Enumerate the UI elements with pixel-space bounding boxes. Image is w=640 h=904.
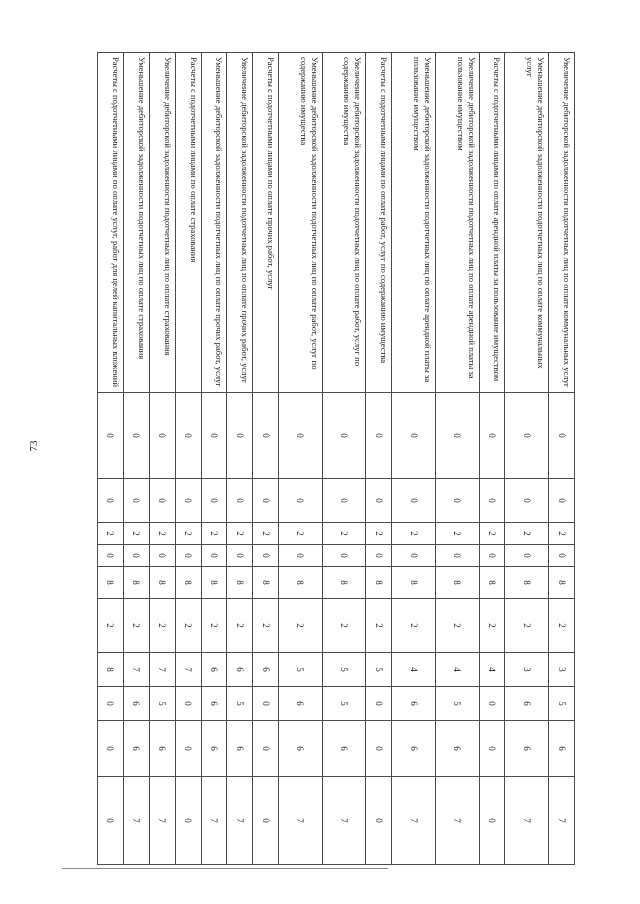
- code-cell: 0: [322, 393, 366, 479]
- code-cell: 0: [435, 545, 479, 567]
- table-row: [279, 53, 323, 865]
- code-cell: 0: [175, 721, 201, 777]
- code-cell: 8: [479, 567, 505, 599]
- row-description: Увеличение дебиторской задолженности подотчетных лиц по оплате прочих работ, услуг: [227, 53, 253, 393]
- code-cell: 8: [253, 567, 279, 599]
- code-cell: 6: [123, 687, 149, 721]
- code-cell: 0: [366, 777, 392, 865]
- code-cell: 2: [392, 599, 436, 653]
- code-cell: 3: [505, 653, 549, 687]
- code-cell: 7: [123, 777, 149, 865]
- code-cell: 6: [505, 721, 549, 777]
- row-description: Расчеты с подотчетными лицами по оплате арендной платы за пользование имуществом: [479, 53, 505, 393]
- code-cell: 0: [366, 545, 392, 567]
- table-row: [392, 53, 436, 865]
- code-cell: 0: [227, 393, 253, 479]
- code-cell: 8: [392, 567, 436, 599]
- code-cell: 2: [549, 599, 575, 653]
- code-cell: 2: [279, 599, 323, 653]
- code-cell: 6: [149, 721, 175, 777]
- code-cell: 7: [435, 777, 479, 865]
- code-cell: 7: [279, 777, 323, 865]
- code-cell: 2: [253, 599, 279, 653]
- code-cell: 6: [201, 653, 227, 687]
- code-cell: 0: [479, 777, 505, 865]
- code-cell: 0: [366, 393, 392, 479]
- code-cell: 8: [98, 567, 124, 599]
- page-number: 73: [28, 440, 40, 452]
- code-cell: 0: [479, 687, 505, 721]
- code-cell: 2: [175, 523, 201, 545]
- row-description: Уменьшение дебиторской задолженности подотчетных лиц по оплате страхования: [123, 53, 149, 393]
- code-cell: 6: [549, 721, 575, 777]
- table-row: [175, 53, 201, 865]
- code-cell: 7: [549, 777, 575, 865]
- code-cell: 0: [175, 687, 201, 721]
- table-row: [149, 53, 175, 865]
- code-cell: 8: [279, 567, 323, 599]
- table-body: [98, 53, 575, 865]
- code-cell: 2: [149, 523, 175, 545]
- code-cell: 0: [366, 479, 392, 523]
- row-description: Увеличение дебиторской задолженности подотчетных лиц по оплате арендной платы за пользование имуществом: [435, 53, 479, 393]
- code-cell: 2: [322, 599, 366, 653]
- code-cell: 5: [227, 687, 253, 721]
- code-cell: 2: [175, 599, 201, 653]
- code-cell: 0: [123, 479, 149, 523]
- code-cell: 6: [123, 721, 149, 777]
- code-cell: 8: [98, 653, 124, 687]
- table-row: [435, 53, 479, 865]
- table-row: [505, 53, 549, 865]
- code-cell: 0: [392, 545, 436, 567]
- code-cell: 0: [253, 393, 279, 479]
- code-cell: 6: [435, 721, 479, 777]
- code-cell: 7: [322, 777, 366, 865]
- code-cell: 2: [227, 599, 253, 653]
- code-cell: 7: [505, 777, 549, 865]
- code-cell: 0: [253, 687, 279, 721]
- code-cell: 0: [253, 721, 279, 777]
- code-cell: 2: [227, 523, 253, 545]
- code-cell: 0: [505, 479, 549, 523]
- code-cell: 5: [322, 653, 366, 687]
- code-cell: 0: [479, 721, 505, 777]
- code-cell: 8: [549, 567, 575, 599]
- table-row: [123, 53, 149, 865]
- code-cell: 0: [123, 545, 149, 567]
- code-cell: 6: [201, 721, 227, 777]
- code-cell: 2: [435, 599, 479, 653]
- code-cell: 0: [149, 393, 175, 479]
- code-cell: 2: [392, 523, 436, 545]
- code-cell: 0: [227, 479, 253, 523]
- code-cell: 0: [175, 479, 201, 523]
- code-cell: 6: [227, 721, 253, 777]
- code-cell: 5: [549, 687, 575, 721]
- code-cell: 0: [201, 479, 227, 523]
- table-row: [479, 53, 505, 865]
- code-cell: 2: [98, 523, 124, 545]
- code-cell: 0: [435, 393, 479, 479]
- code-cell: 0: [149, 479, 175, 523]
- row-description: Увеличение дебиторской задолженности подотчетных лиц по оплате страхования: [149, 53, 175, 393]
- code-cell: 0: [279, 479, 323, 523]
- row-description: Уменьшение дебиторской задолженности подотчетных лиц по оплате арендной платы за пользование имуществом: [392, 53, 436, 393]
- footer-rule: [62, 868, 388, 869]
- code-cell: 6: [253, 653, 279, 687]
- code-cell: 3: [549, 653, 575, 687]
- code-cell: 0: [123, 393, 149, 479]
- code-cell: 2: [479, 523, 505, 545]
- code-cell: 2: [505, 599, 549, 653]
- code-cell: 6: [201, 687, 227, 721]
- table-row: [549, 53, 575, 865]
- code-cell: 2: [123, 599, 149, 653]
- code-cell: 0: [98, 777, 124, 865]
- code-cell: 0: [98, 687, 124, 721]
- code-cell: 2: [479, 599, 505, 653]
- table-row: [98, 53, 124, 865]
- code-cell: 2: [505, 523, 549, 545]
- code-cell: 0: [98, 721, 124, 777]
- code-cell: 0: [392, 393, 436, 479]
- code-cell: 2: [123, 523, 149, 545]
- code-cell: 2: [279, 523, 323, 545]
- table-row: [366, 53, 392, 865]
- code-cell: 6: [392, 721, 436, 777]
- code-cell: 0: [366, 687, 392, 721]
- code-cell: 2: [149, 599, 175, 653]
- code-cell: 6: [279, 721, 323, 777]
- row-description: Уменьшение дебиторской задолженности подотчетных лиц по оплате прочих работ, услуг: [201, 53, 227, 393]
- code-cell: 2: [98, 599, 124, 653]
- code-cell: 0: [98, 393, 124, 479]
- code-cell: 0: [549, 545, 575, 567]
- code-cell: 7: [149, 777, 175, 865]
- row-description: Уменьшение дебиторской задолженности подотчетных лиц по оплате работ, услуг по содержанию имущества: [279, 53, 323, 393]
- code-cell: 8: [322, 567, 366, 599]
- code-cell: 0: [253, 545, 279, 567]
- code-cell: 8: [227, 567, 253, 599]
- code-cell: 0: [279, 393, 323, 479]
- code-cell: 0: [175, 777, 201, 865]
- code-cell: 0: [505, 393, 549, 479]
- code-cell: 6: [227, 653, 253, 687]
- code-cell: 0: [201, 545, 227, 567]
- code-cell: 0: [227, 545, 253, 567]
- code-cell: 0: [98, 545, 124, 567]
- code-cell: 0: [253, 479, 279, 523]
- code-cell: 8: [505, 567, 549, 599]
- row-description: Уменьшение дебиторской задолженности подотчетных лиц по оплате коммунальных услуг: [505, 53, 549, 393]
- code-cell: 2: [322, 523, 366, 545]
- code-cell: 0: [366, 721, 392, 777]
- code-cell: 0: [479, 479, 505, 523]
- code-cell: 0: [98, 479, 124, 523]
- code-cell: 0: [505, 545, 549, 567]
- code-cell: 4: [392, 653, 436, 687]
- code-cell: 0: [392, 479, 436, 523]
- code-cell: 8: [435, 567, 479, 599]
- code-cell: 8: [149, 567, 175, 599]
- code-cell: 0: [435, 479, 479, 523]
- code-cell: 2: [366, 523, 392, 545]
- code-cell: 8: [175, 567, 201, 599]
- code-cell: 0: [549, 479, 575, 523]
- code-cell: 0: [322, 479, 366, 523]
- code-cell: 6: [279, 687, 323, 721]
- code-cell: 7: [123, 653, 149, 687]
- code-cell: 0: [279, 545, 323, 567]
- row-description: Увеличение дебиторской задолженности подотчетных лиц по оплате работ, услуг по содержанию имущества: [322, 53, 366, 393]
- row-description: Расчеты с подотчетными лицами по оплате страхования: [175, 53, 201, 393]
- code-cell: 8: [123, 567, 149, 599]
- table-row: [322, 53, 366, 865]
- code-cell: 0: [253, 777, 279, 865]
- code-cell: 5: [366, 653, 392, 687]
- row-description: Расчеты с подотчетными лицами по оплате услуг, работ для целей капитальных вложений: [98, 53, 124, 393]
- code-cell: 6: [322, 721, 366, 777]
- code-cell: 7: [149, 653, 175, 687]
- code-cell: 2: [366, 599, 392, 653]
- code-cell: 0: [479, 393, 505, 479]
- code-cell: 5: [435, 687, 479, 721]
- code-cell: 5: [149, 687, 175, 721]
- code-cell: 0: [201, 393, 227, 479]
- code-cell: 7: [392, 777, 436, 865]
- code-cell: 7: [227, 777, 253, 865]
- code-cell: 0: [175, 393, 201, 479]
- code-cell: 8: [201, 567, 227, 599]
- code-cell: 2: [549, 523, 575, 545]
- code-cell: 0: [549, 393, 575, 479]
- code-cell: 2: [201, 523, 227, 545]
- code-cell: 0: [322, 545, 366, 567]
- code-cell: 6: [392, 687, 436, 721]
- table-row: [227, 53, 253, 865]
- code-cell: 8: [366, 567, 392, 599]
- code-cell: 0: [175, 545, 201, 567]
- code-cell: 0: [479, 545, 505, 567]
- code-cell: 2: [435, 523, 479, 545]
- code-cell: 4: [479, 653, 505, 687]
- code-cell: 2: [253, 523, 279, 545]
- table-row: [201, 53, 227, 865]
- rotated-table-container: [97, 52, 575, 864]
- code-cell: 5: [322, 687, 366, 721]
- row-description: Расчеты с подотчетными лицами по оплате прочих работ, услуг: [253, 53, 279, 393]
- code-cell: 0: [149, 545, 175, 567]
- code-cell: 7: [201, 777, 227, 865]
- code-cell: 6: [505, 687, 549, 721]
- code-cell: 5: [279, 653, 323, 687]
- code-cell: 7: [175, 653, 201, 687]
- account-codes-table: [97, 52, 575, 865]
- row-description: Расчеты с подотчетными лицами по оплате работ, услуг по содержанию имущества: [366, 53, 392, 393]
- code-cell: 4: [435, 653, 479, 687]
- row-description: Увеличение дебиторской задолженности подотчетных лиц по оплате коммунальных услуг: [549, 53, 575, 393]
- code-cell: 2: [201, 599, 227, 653]
- table-row: [253, 53, 279, 865]
